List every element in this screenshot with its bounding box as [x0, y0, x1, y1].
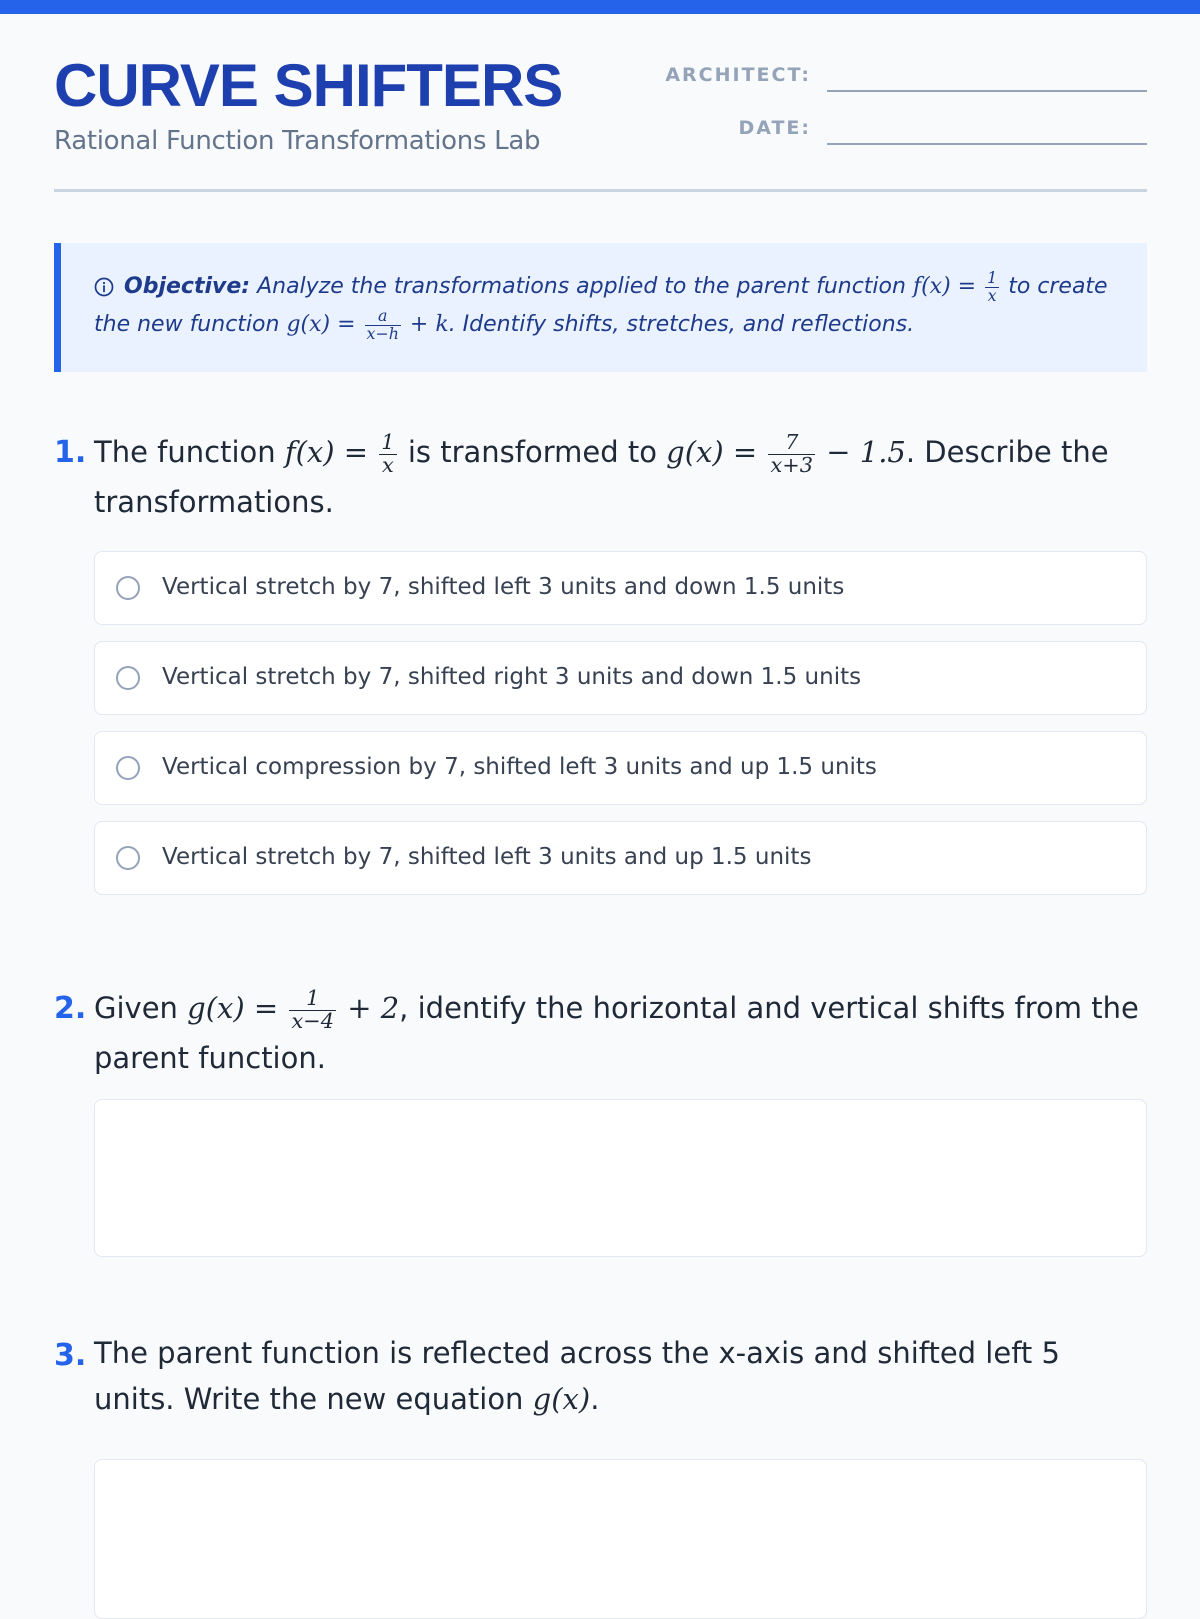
- function-tail: − 1.5: [826, 435, 906, 469]
- date-field[interactable]: [827, 143, 1147, 145]
- architect-label: ARCHITECT:: [665, 64, 811, 86]
- answer-option-1[interactable]: [94, 551, 1147, 625]
- question-text: [94, 427, 1147, 527]
- fraction-denominator: x−4: [291, 1008, 334, 1033]
- question-text-part: The function: [94, 435, 276, 469]
- architect-field[interactable]: [827, 90, 1147, 92]
- function-f-math: [284, 429, 399, 477]
- question-text: [94, 983, 1147, 1083]
- page-subtitle: Rational Function Transformations Lab: [54, 126, 541, 156]
- answer-option-2[interactable]: [94, 641, 1147, 715]
- function-lhs: g(x) =: [666, 435, 758, 469]
- fraction-numerator: a: [378, 305, 388, 325]
- function-g-math: [666, 429, 906, 477]
- function-fraction: [379, 429, 396, 477]
- answer-box-3[interactable]: [94, 1459, 1147, 1619]
- function-fraction: [768, 429, 815, 477]
- parent-function-lhs: f(x) =: [912, 274, 977, 299]
- objective-callout: [54, 243, 1147, 372]
- fraction-numerator: 7: [785, 429, 799, 454]
- worksheet-header: [54, 14, 1147, 192]
- radio-button[interactable]: [116, 576, 140, 600]
- answer-box-2[interactable]: [94, 1099, 1147, 1257]
- top-accent-bar: [0, 0, 1200, 14]
- fraction-numerator: 1: [306, 985, 320, 1010]
- function-g-math: [187, 985, 400, 1033]
- objective-text-3: . Identify shifts, stretches, and reflections.: [448, 312, 915, 337]
- question-text-part: . Describe the transformations.: [94, 435, 1109, 519]
- radio-button[interactable]: [116, 666, 140, 690]
- function-g-math: g(x): [532, 1382, 591, 1416]
- radio-button[interactable]: [116, 846, 140, 870]
- worksheet-page: [54, 14, 1147, 1416]
- new-function-lhs: g(x) =: [286, 312, 356, 337]
- question-text: [94, 1330, 1147, 1422]
- question-text-part: .: [590, 1382, 600, 1416]
- new-function-math: [286, 305, 449, 343]
- parent-function-math: [912, 267, 1001, 305]
- question-text-part: The parent function is reflected across the x-axis and shifted left 5 units. Write the new equation: [94, 1336, 1060, 1416]
- info-icon: [94, 277, 114, 297]
- date-row: [667, 107, 1147, 147]
- answer-option-3[interactable]: [94, 731, 1147, 805]
- question-text-part: Given: [94, 991, 178, 1025]
- option-label: Vertical stretch by 7, shifted right 3 units and down 1.5 units: [162, 664, 862, 690]
- fraction-denominator: x+3: [770, 452, 814, 477]
- page-title: CURVE SHIFTERS: [54, 52, 563, 119]
- fraction-denominator: x: [985, 287, 999, 305]
- option-label: Vertical stretch by 7, shifted left 3 units and down 1.5 units: [162, 574, 845, 600]
- option-label: Vertical stretch by 7, shifted left 3 units and up 1.5 units: [162, 844, 812, 870]
- fraction-denominator: x: [379, 454, 396, 477]
- date-label: DATE:: [738, 117, 811, 139]
- new-function-fraction: [365, 305, 401, 343]
- option-label: Vertical compression by 7, shifted left 3 units and up 1.5 units: [162, 754, 877, 780]
- function-fraction: [289, 985, 336, 1033]
- question-text-part: , identify the horizontal and vertical shifts from the parent function.: [94, 991, 1139, 1075]
- function-lhs: f(x) =: [284, 435, 369, 469]
- radio-button[interactable]: [116, 756, 140, 780]
- parent-function-fraction: [985, 267, 999, 305]
- fraction-numerator: 1: [987, 267, 998, 287]
- question-number: 1.: [54, 435, 87, 470]
- question-number: 3.: [54, 1338, 87, 1373]
- question-number: 2.: [54, 991, 87, 1026]
- function-tail: + 2: [347, 991, 400, 1025]
- new-function-tail: + k: [409, 312, 449, 337]
- objective-text-1: Analyze the transformations applied to the parent function: [257, 274, 906, 299]
- architect-row: [667, 54, 1147, 94]
- question-text-part: is transformed to: [407, 435, 657, 469]
- function-lhs: g(x) =: [187, 991, 279, 1025]
- objective-text-2: to create the new function: [94, 274, 1108, 337]
- fraction-denominator: x−h: [366, 323, 399, 343]
- answer-option-4[interactable]: [94, 821, 1147, 895]
- objective-label: Objective:: [124, 274, 251, 299]
- fraction-numerator: 1: [381, 429, 395, 454]
